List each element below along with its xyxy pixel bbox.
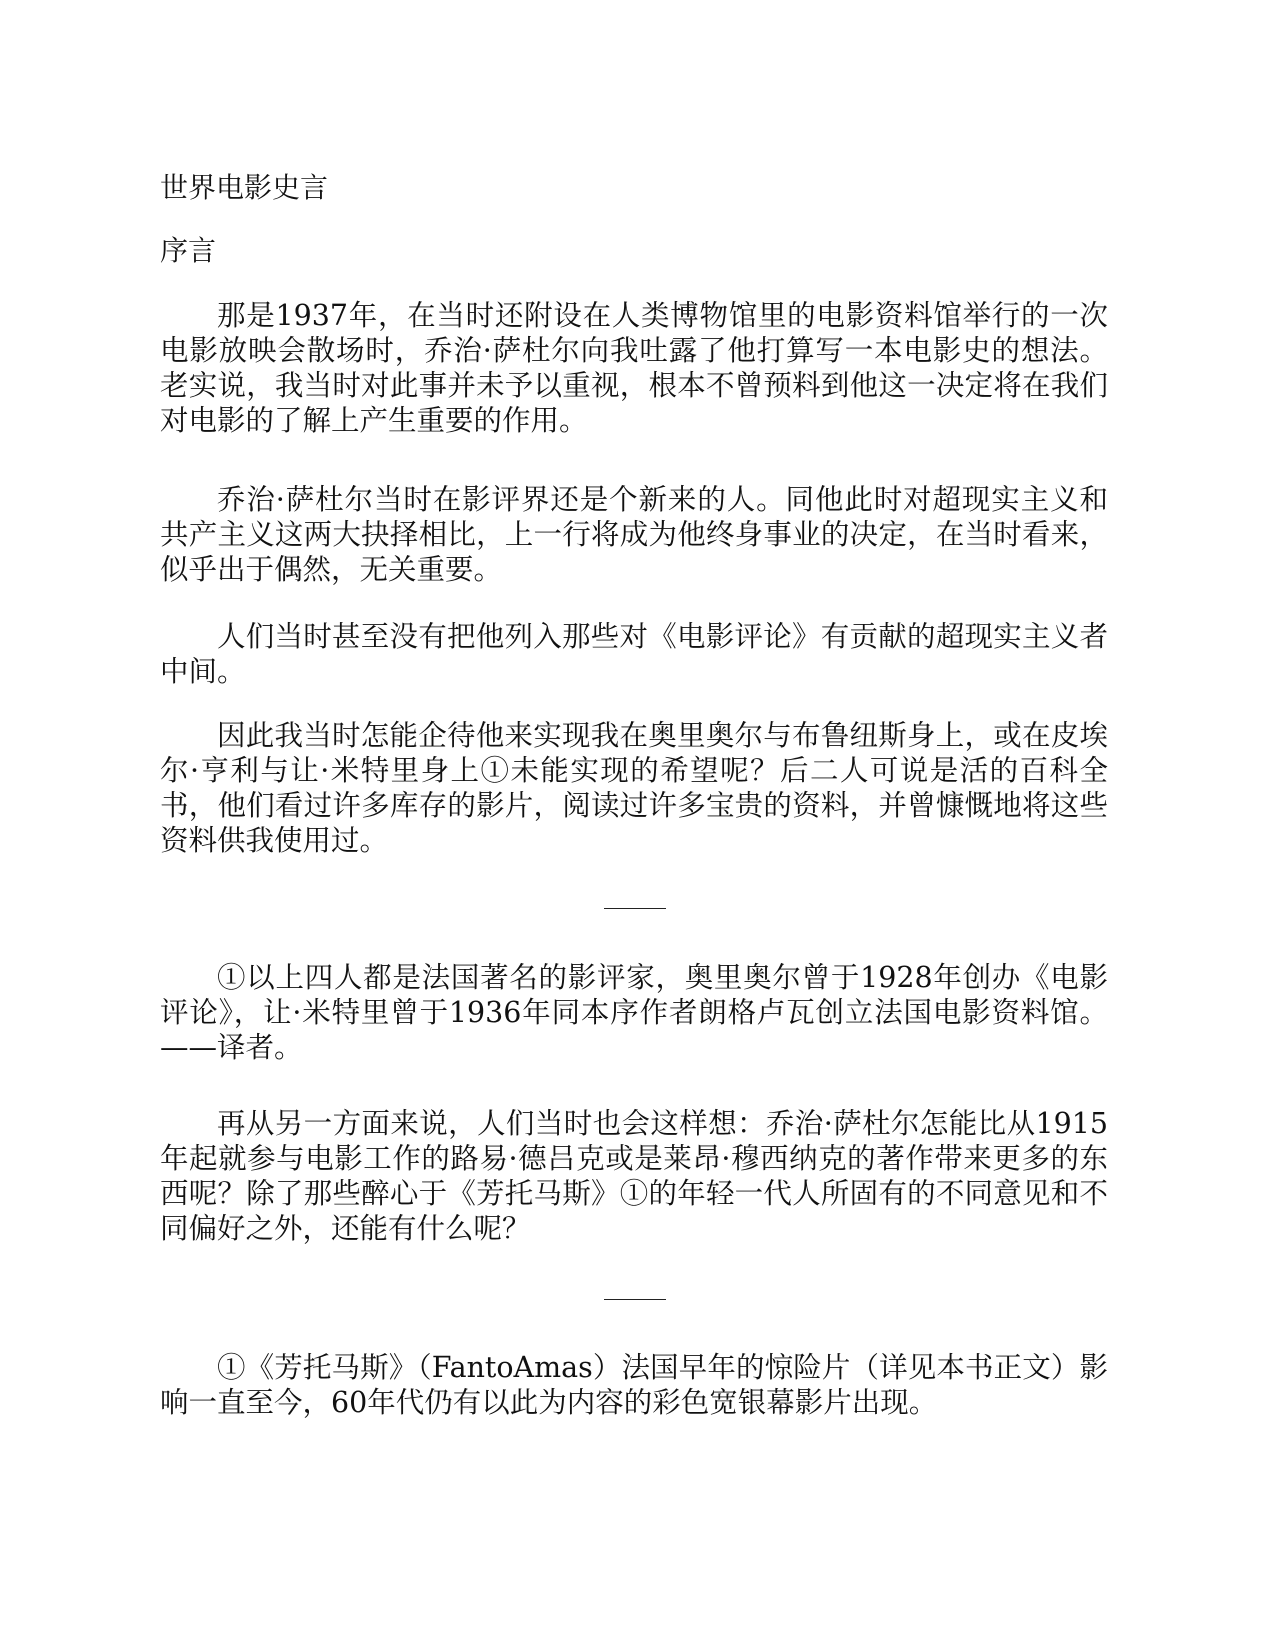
paragraph-1: 那是1937年，在当时还附设在人类博物馆里的电影资料馆举行的一次电影放映会散场时，乔治·萨杜尔向我吐露了他打算写一本电影史的想法。老实说，我当时对此事并未予以重视，根本不曾预料到他这一决定将在我们对电影的了解上产生重要的作用。 bbox=[160, 299, 1108, 437]
footnote-divider-2 bbox=[604, 1299, 666, 1300]
paragraph-4: 因此我当时怎能企待他来实现我在奥里奥尔与布鲁纽斯身上，或在皮埃尔·亨利与让·米特里身上①未能实现的希望呢？后二人可说是活的百科全书，他们看过许多库存的影片，阅读过许多宝贵的资料，并曾慷慨地将这些资料供我使用过。 bbox=[160, 719, 1108, 857]
paragraph-5: 再从另一方面来说，人们当时也会这样想：乔治·萨杜尔怎能比从1915年起就参与电影工作的路易·德吕克或是莱昂·穆西纳克的著作带来更多的东西呢？除了那些醉心于《芳托马斯》①的年轻一代人所固有的不同意见和不同偏好之外，还能有什么呢？ bbox=[160, 1107, 1108, 1245]
paragraph-2: 乔治·萨杜尔当时在影评界还是个新来的人。同他此时对超现实主义和共产主义这两大抉择相比，上一行将成为他终身事业的决定，在当时看来，似乎出于偶然，无关重要。 bbox=[160, 483, 1108, 586]
footnote-divider bbox=[604, 908, 666, 909]
section-heading: 序言 bbox=[160, 234, 217, 267]
footnote-1: ①以上四人都是法国著名的影评家，奥里奥尔曾于1928年创办《电影评论》，让·米特里曾于1936年同本序作者朗格卢瓦创立法国电影资料馆。——译者。 bbox=[160, 961, 1108, 1064]
document-title: 世界电影史言 bbox=[160, 171, 329, 204]
footnote-2: ①《芳托马斯》（FantoAmas）法国早年的惊险片（详见本书正文）影响一直至今，60年代仍有以此为内容的彩色宽银幕影片出现。 bbox=[160, 1351, 1108, 1419]
paragraph-3: 人们当时甚至没有把他列入那些对《电影评论》有贡献的超现实主义者中间。 bbox=[160, 620, 1108, 688]
